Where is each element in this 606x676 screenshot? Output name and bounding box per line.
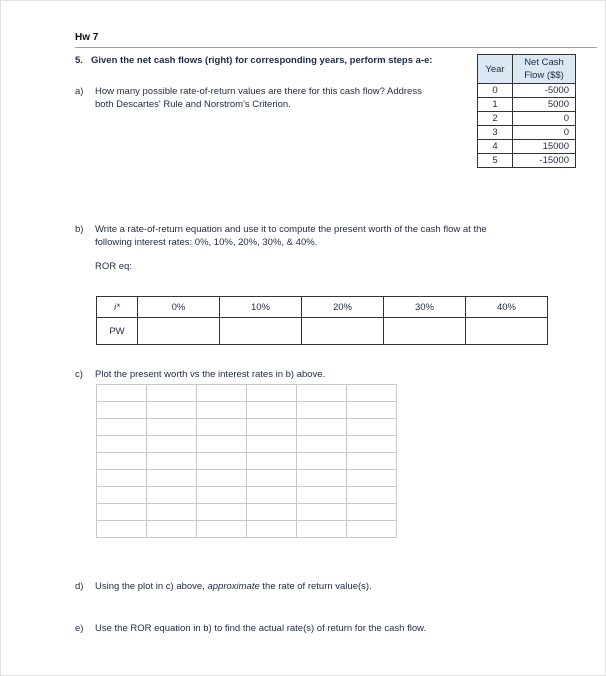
present-worth-answer-cell <box>302 318 384 345</box>
present-worth-row-header: PW <box>97 318 138 345</box>
flow-cell: -15000 <box>513 154 576 168</box>
part-a-label: a) <box>75 86 84 97</box>
part-b-line-1: Write a rate-of-return equation and use it to compute the present worth of the cash flow at the <box>95 224 487 235</box>
rate-header-cell: 0% <box>138 297 220 318</box>
cash-flow-row <box>478 154 576 168</box>
cash-flow-row <box>478 140 576 154</box>
part-a-line-2: both Descartes' Rule and Norstrom's Criterion. <box>95 99 291 110</box>
cash-flow-table <box>477 54 576 168</box>
net-cash-flow-header-line-1: Net Cash <box>524 57 564 68</box>
net-cash-flow-header-line-2: Flow ($$) <box>524 70 564 81</box>
part-d <box>75 580 475 594</box>
net-cash-flow-column-header <box>513 55 576 84</box>
year-cell: 1 <box>478 98 513 112</box>
ror-equation-label: ROR eq: <box>95 261 132 272</box>
title-divider <box>75 47 597 48</box>
problem-number: 5. <box>75 55 83 66</box>
year-cell: 4 <box>478 140 513 154</box>
part-b-line-2: following interest rates: 0%, 10%, 20%, 30%, & 40%. <box>95 237 318 248</box>
part-d-label: d) <box>75 581 84 592</box>
part-b-label: b) <box>75 224 84 235</box>
part-d-text-after: the rate of return value(s). <box>259 581 372 592</box>
year-cell: 2 <box>478 112 513 126</box>
flow-cell: 0 <box>513 126 576 140</box>
part-d-text-before: Using the plot in c) above, <box>95 581 208 592</box>
cash-flow-row <box>478 112 576 126</box>
year-cell: 5 <box>478 154 513 168</box>
homework-title: Hw 7 <box>75 32 99 43</box>
part-e-text: Use the ROR equation in b) to find the actual rate(s) of return for the cash flow. <box>95 623 427 634</box>
part-e <box>75 622 575 636</box>
cash-flow-row <box>478 98 576 112</box>
rate-header-cell: 30% <box>384 297 466 318</box>
flow-cell: -5000 <box>513 84 576 98</box>
cash-flow-row <box>478 126 576 140</box>
rate-header-cell: 20% <box>302 297 384 318</box>
problem-text: Given the net cash flows (right) for corresponding years, perform steps a-e: <box>91 55 433 66</box>
part-b <box>75 223 595 251</box>
cash-flow-row <box>478 84 576 98</box>
year-column-header: Year <box>478 55 513 84</box>
year-cell: 3 <box>478 126 513 140</box>
present-worth-answer-cell <box>138 318 220 345</box>
interest-rate-row-header: i* <box>97 297 138 318</box>
flow-cell: 15000 <box>513 140 576 154</box>
present-worth-answer-cell <box>220 318 302 345</box>
year-cell: 0 <box>478 84 513 98</box>
flow-cell: 5000 <box>513 98 576 112</box>
part-c-label: c) <box>75 369 83 380</box>
plot-grid <box>96 384 397 538</box>
rate-header-cell: 40% <box>466 297 548 318</box>
part-c <box>75 368 475 382</box>
part-e-label: e) <box>75 623 84 634</box>
problem-statement <box>75 55 433 66</box>
part-d-emphasis: approximate <box>207 581 260 592</box>
present-worth-answer-cell <box>384 318 466 345</box>
flow-cell: 0 <box>513 112 576 126</box>
part-a-line-1: How many possible rate-of-return values are there for this cash flow? Address <box>95 86 422 97</box>
present-worth-table <box>96 296 548 345</box>
present-worth-answer-cell <box>466 318 548 345</box>
part-a <box>75 85 475 113</box>
rate-header-cell: 10% <box>220 297 302 318</box>
part-d-text <box>95 580 372 593</box>
part-c-text: Plot the present worth vs the interest rates in b) above. <box>95 369 326 380</box>
